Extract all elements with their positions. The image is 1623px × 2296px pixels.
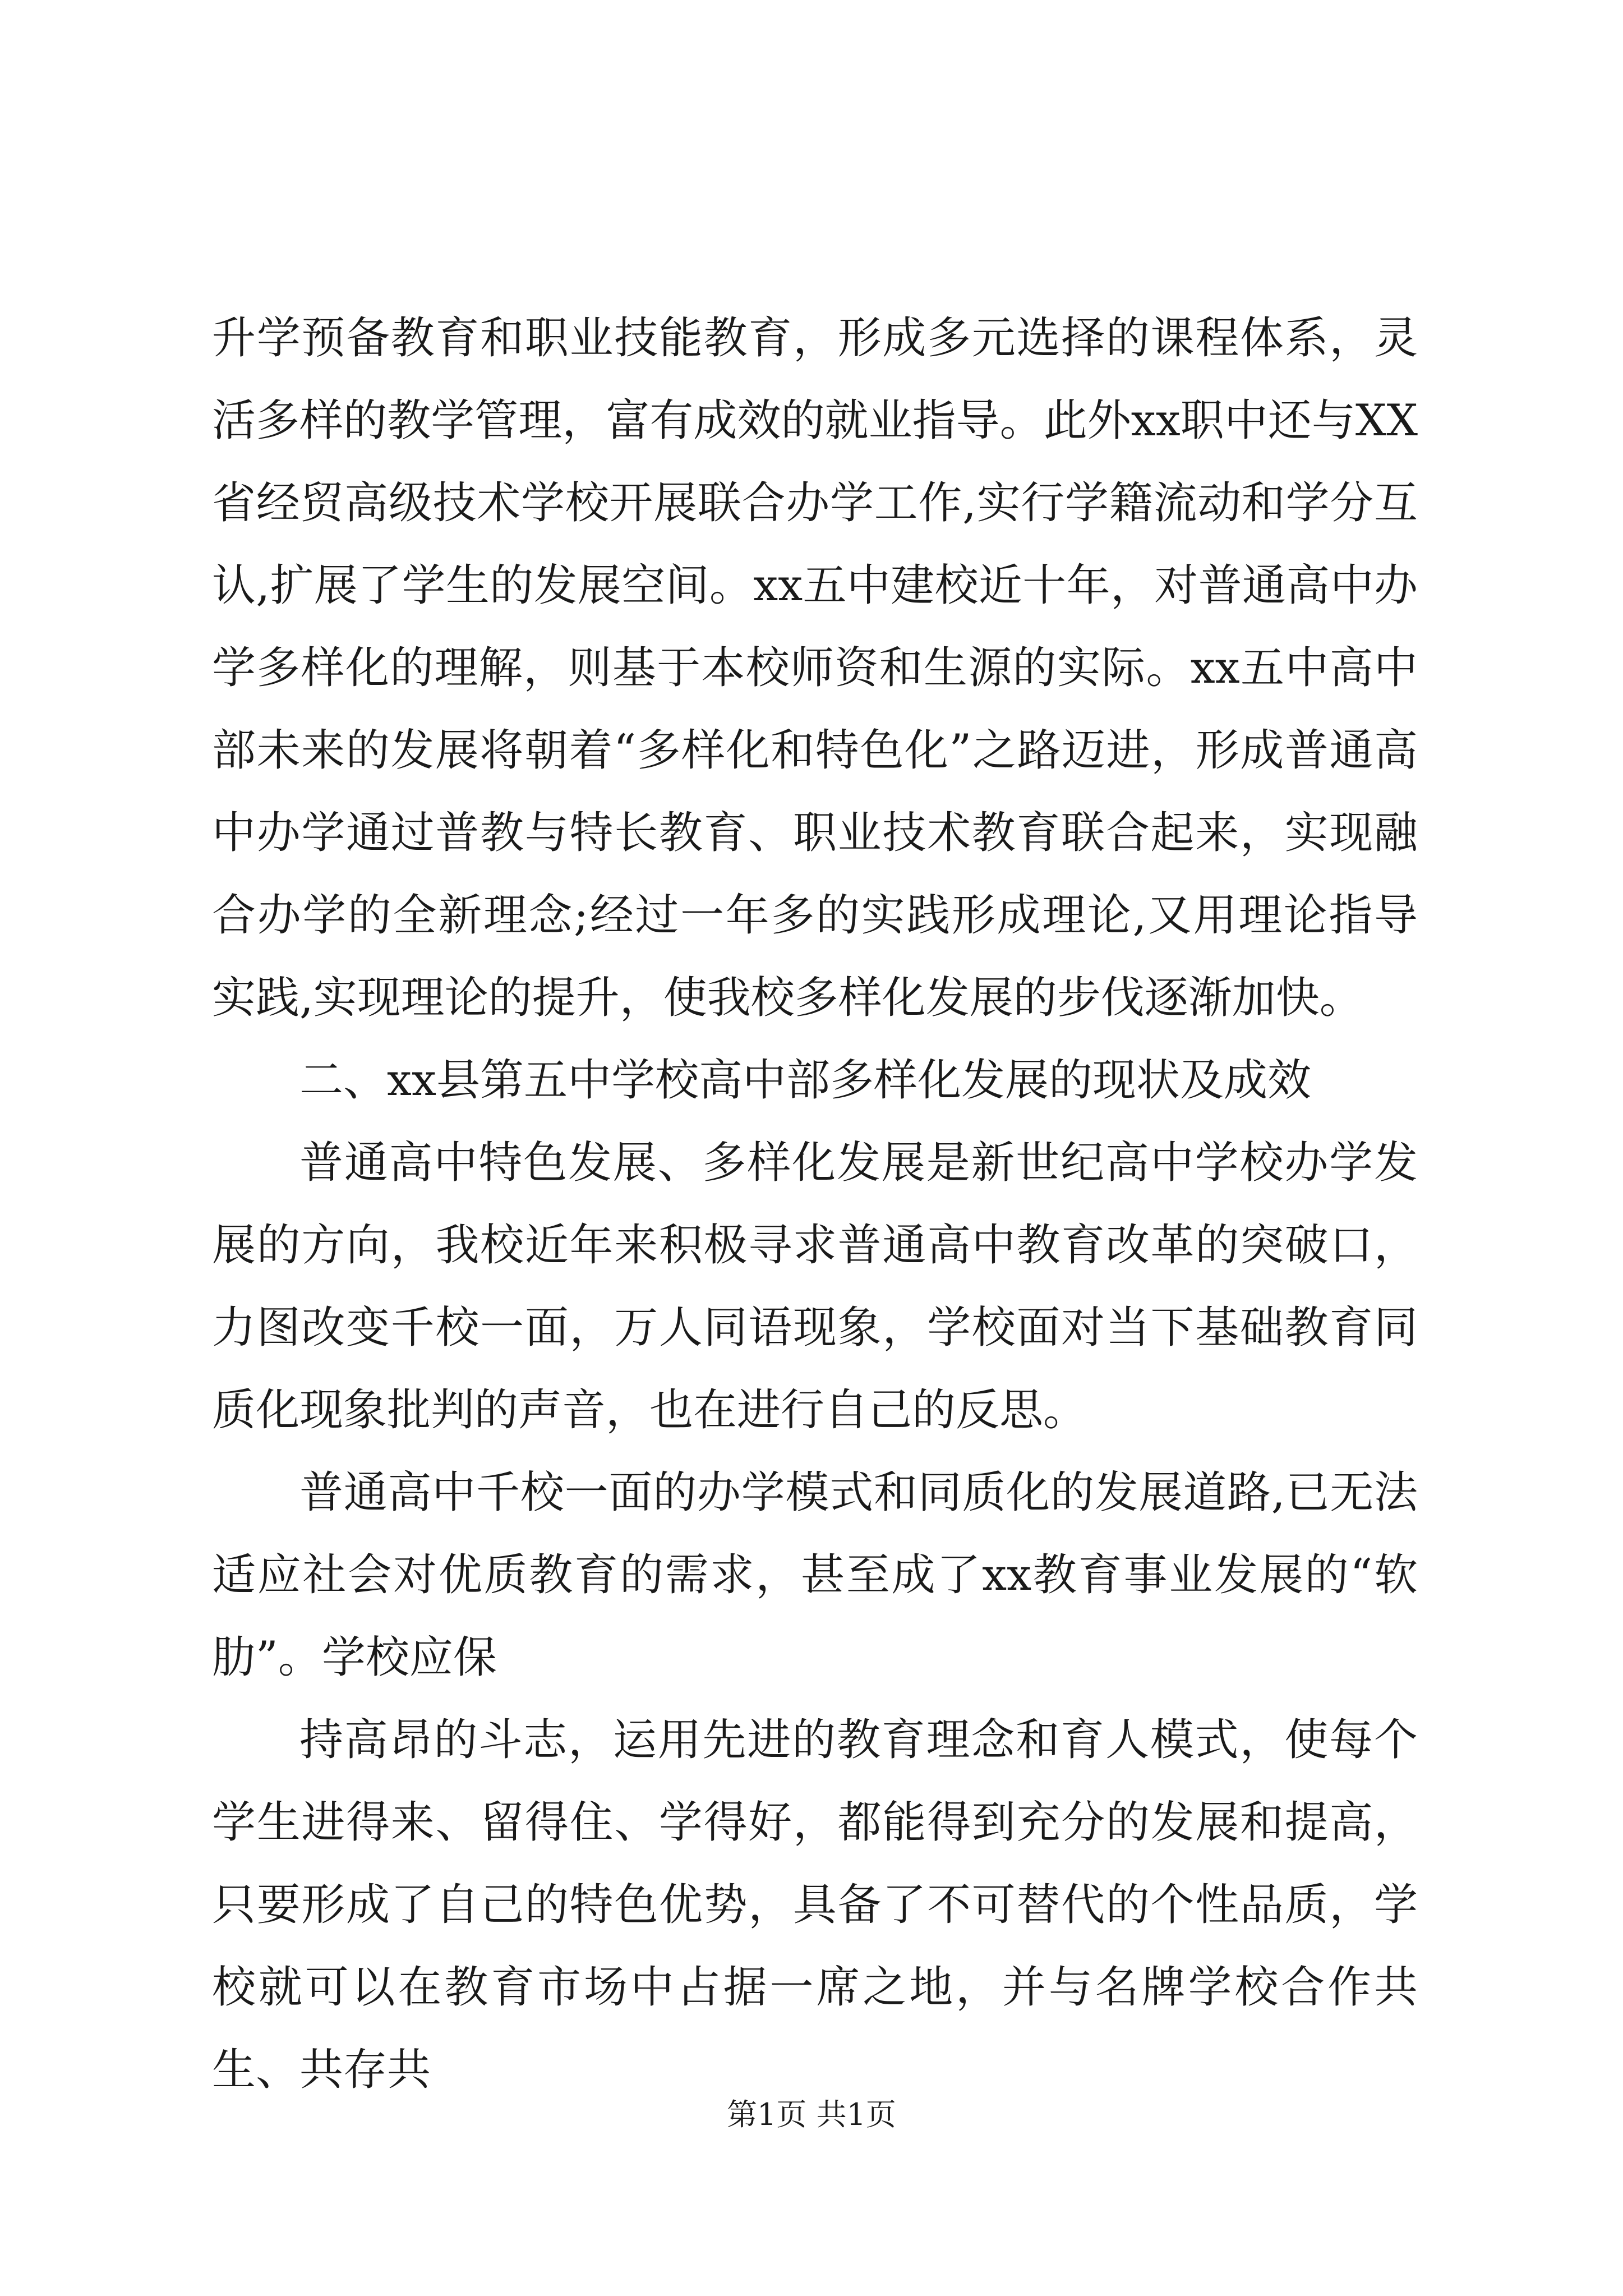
paragraph: 持高昂的斗志，运用先进的教育理念和育人模式，使每个学生进得来、留得住、学得好，都能得到充分的发展和提高，只要形成了自己的特色优势，具备了不可替代的个性品质，学校就可以在教育市场中占据一席之地，并与名牌学校合作共生、共存共 <box>212 1715 1418 2095</box>
document-body <box>212 297 1418 2111</box>
paragraph: 普通高中特色发展、多样化发展是新世纪高中学校办学发展的方向，我校近年来积极寻求普通高中教育改革的突破口，力图改变千校一面，万人同语现象，学校面对当下基础教育同质化现象批判的声音，也在进行自己的反思。 <box>212 1138 1418 1435</box>
paragraph: 普通高中千校一面的办学模式和同质化的发展道路,已无法适应社会对优质教育的需求，甚至成了xx教育事业发展的“软肋”。学校应保 <box>212 1467 1418 1683</box>
section-heading: 二、xx县第五中学校高中部多样化发展的现状及成效 <box>299 1055 1311 1106</box>
page-footer: 第1页 共1页 <box>727 2097 896 2132</box>
paragraph-continuation: 升学预备教育和职业技能教育，形成多元选择的课程体系，灵活多样的教学管理，富有成效的就业指导。此外xx职中还与XX省经贸高级技术学校开展联合办学工作,实行学籍流动和学分互认,扩展了学生的发展空间。xx五中建校近十年，对普通高中办学多样化的理解，则基于本校师资和生源的实际。xx五中高中部未来的发展将朝着“多样化和特色化”之路迈进，形成普通高中办学通过普教与特长教育、职业技术教育联合起来，实现融合办学的全新理念;经过一年多的实践形成理论,又用理论指导实践,实现理论的提升，使我校多样化发展的步伐逐渐加快。 <box>212 313 1418 1023</box>
